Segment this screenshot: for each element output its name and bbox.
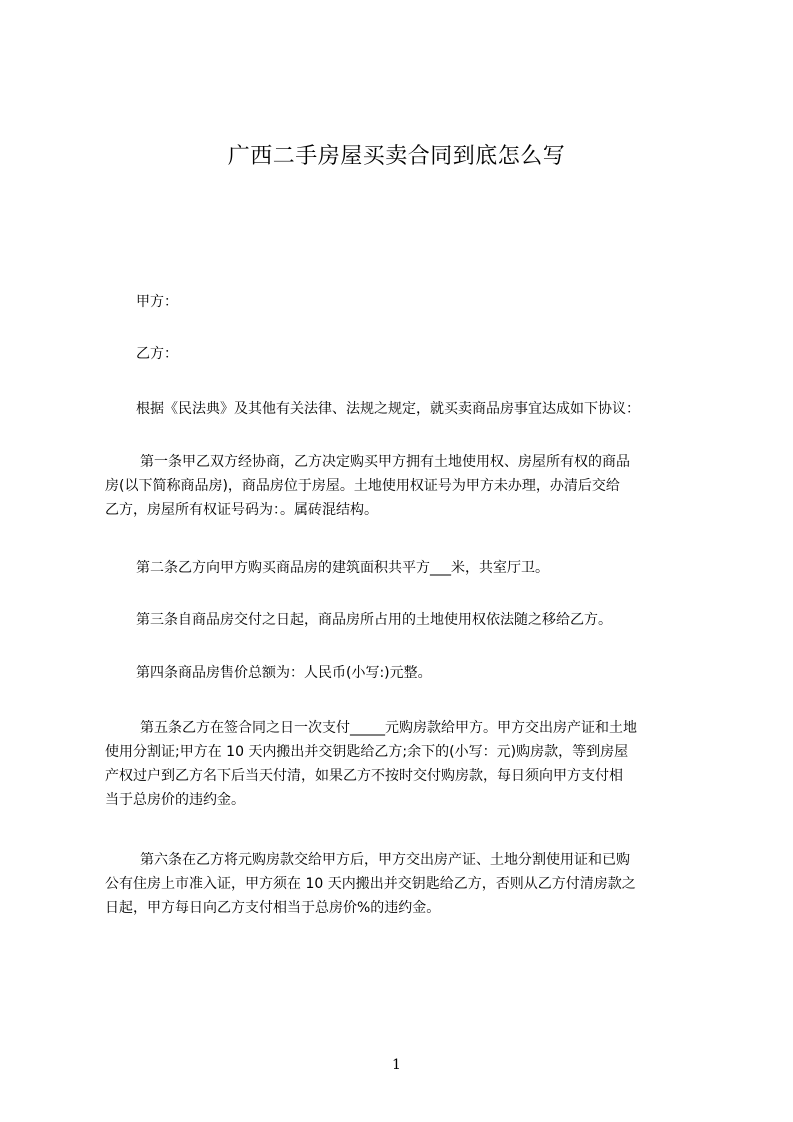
clause-3-paragraph: 第三条自商品房交付之日起，商品房所占用的土地使用权依法随之移给乙方。 <box>136 612 612 628</box>
clause-5-line: 使用分割证;甲方在 10 天内搬出并交钥匙给乙方;余下的(小写：元)购房款，等到房屋 <box>105 744 629 760</box>
clause-5-paragraph <box>105 716 705 812</box>
party-a-label: 甲方： <box>136 294 178 310</box>
clause-1-line: 第一条甲乙双方经协商，乙方决定购买甲方拥有土地使用权、房屋所有权的商品 <box>140 454 630 470</box>
document-title: 广西二手房屋买卖合同到底怎么写 <box>227 144 566 169</box>
preamble-paragraph: 根据《民法典》及其他有关法律、法规之规定，就买卖商品房事宜达成如下协议： <box>136 401 640 417</box>
clause-5-line: 产权过户到乙方名下后当天付清，如果乙方不按时交付购房款，每日须向甲方支付相 <box>105 768 623 784</box>
clause-4-paragraph: 第四条商品房售价总额为：人民币(小写:)元整。 <box>136 665 432 681</box>
page-number: 1 <box>392 1057 401 1073</box>
clause-1-line: 房(以下简称商品房)，商品房位于房屋。土地使用权证号为甲方未办理，办清后交给 <box>105 478 620 494</box>
clause-1-line: 乙方，房屋所有权证号码为：。属砖混结构。 <box>105 502 378 518</box>
clause-6-line: 日起，甲方每日向乙方支付相当于总房价%的违约金。 <box>105 900 441 916</box>
clause-6-line: 公有住房上市准入证，甲方须在 10 天内搬出并交钥匙给乙方，否则从乙方付清房款之 <box>105 876 636 892</box>
clause-5-line: 第五条乙方在签合同之日一次支付_____元购房款给甲方。甲方交出房产证和土地 <box>140 720 637 736</box>
party-b-label: 乙方： <box>136 346 178 362</box>
clause-5-line: 当于总房价的违约金。 <box>105 792 245 808</box>
clause-1-paragraph <box>105 450 705 522</box>
clause-6-paragraph <box>105 848 705 920</box>
clause-6-line: 第六条在乙方将元购房款交给甲方后，甲方交出房产证、土地分割使用证和已购 <box>140 852 630 868</box>
clause-2-paragraph: 第二条乙方向甲方购买商品房的建筑面积共平方___米，共室厅卫。 <box>136 560 549 576</box>
